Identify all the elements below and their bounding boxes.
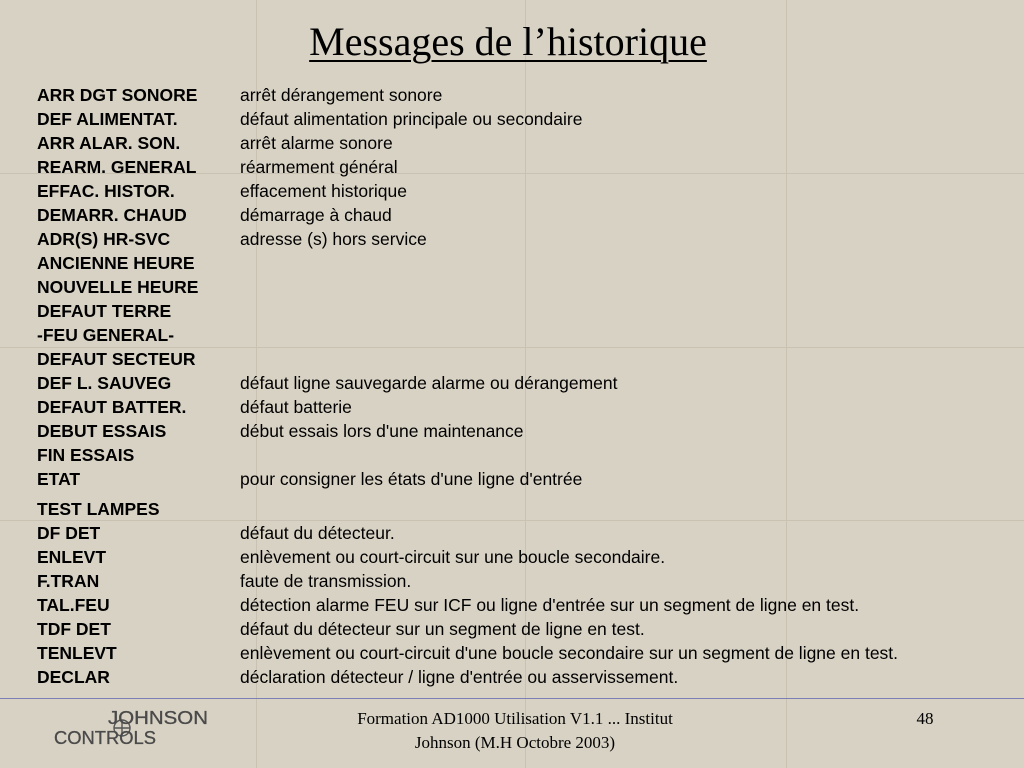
message-code: TEST LAMPES [37, 499, 160, 519]
message-code: DF DET [37, 523, 101, 543]
message-description: défaut du détecteur sur un segment de ligne en test. [240, 619, 645, 639]
message-code: ENLEVT [37, 547, 107, 567]
footer-text: Formation AD1000 Utilisation V1.1 ... Institut Johnson (M.H Octobre 2003) [357, 709, 673, 752]
logo-controls-text: CONTROLS [54, 728, 156, 748]
message-description: détection alarme FEU sur ICF ou ligne d'entrée sur un segment de ligne en test. [240, 595, 860, 615]
message-code: TAL.FEU [37, 595, 110, 615]
message-code: TENLEVT [37, 643, 117, 663]
message-code: TDF DET [37, 619, 111, 639]
message-code: -FEU GENERAL- [37, 325, 175, 345]
message-code: ADR(S) HR-SVC [37, 229, 171, 249]
page-number: 48 [916, 709, 934, 728]
message-code: REARM. GENERAL [37, 157, 197, 177]
message-code: DEBUT ESSAIS [37, 421, 167, 441]
message-code: DEFAUT BATTER. [37, 397, 187, 417]
message-code: EFFAC. HISTOR. [37, 181, 175, 201]
message-description: défaut du détecteur. [240, 523, 395, 543]
message-description: effacement historique [240, 181, 408, 201]
message-code: DEFAUT SECTEUR [37, 349, 196, 369]
message-description: enlèvement ou court-circuit sur une boucle secondaire. [240, 547, 666, 567]
message-code: DECLAR [37, 667, 110, 687]
message-description: déclaration détecteur / ligne d'entrée ou asservissement. [240, 667, 679, 687]
message-description: défaut alimentation principale ou secondaire [240, 109, 583, 129]
logo-johnson-text: JOHNSON [108, 708, 208, 728]
message-description: enlèvement ou court-circuit d'une boucle secondaire sur un segment de ligne en test. [240, 643, 899, 663]
message-code: DEF ALIMENTAT. [37, 109, 178, 129]
message-description: démarrage à chaud [240, 205, 392, 225]
message-description: début essais lors d'une maintenance [240, 421, 524, 441]
message-code: F.TRAN [37, 571, 100, 591]
message-code: NOUVELLE HEURE [37, 277, 199, 297]
message-description: réarmement général [240, 157, 398, 177]
message-description: adresse (s) hors service [240, 229, 427, 249]
message-code: ARR DGT SONORE [37, 85, 198, 105]
message-code: DEMARR. CHAUD [37, 205, 187, 225]
message-description: défaut ligne sauvegarde alarme ou dérangement [240, 373, 618, 393]
footer-divider [0, 698, 1024, 699]
message-description: défaut batterie [240, 397, 352, 417]
johnson-controls-logo [52, 706, 212, 748]
message-description: arrêt alarme sonore [240, 133, 393, 153]
slide-title: Messages de l’historique [309, 19, 707, 64]
message-description: faute de transmission. [240, 571, 412, 591]
message-code: DEFAUT TERRE [37, 301, 172, 321]
message-code: FIN ESSAIS [37, 445, 135, 465]
message-description: pour consigner les états d'une ligne d'entrée [240, 469, 583, 489]
message-code: ANCIENNE HEURE [37, 253, 195, 273]
message-code: DEF L. SAUVEG [37, 373, 172, 393]
message-code: ETAT [37, 469, 81, 489]
message-code: ARR ALAR. SON. [37, 133, 181, 153]
message-description: arrêt dérangement sonore [240, 85, 443, 105]
